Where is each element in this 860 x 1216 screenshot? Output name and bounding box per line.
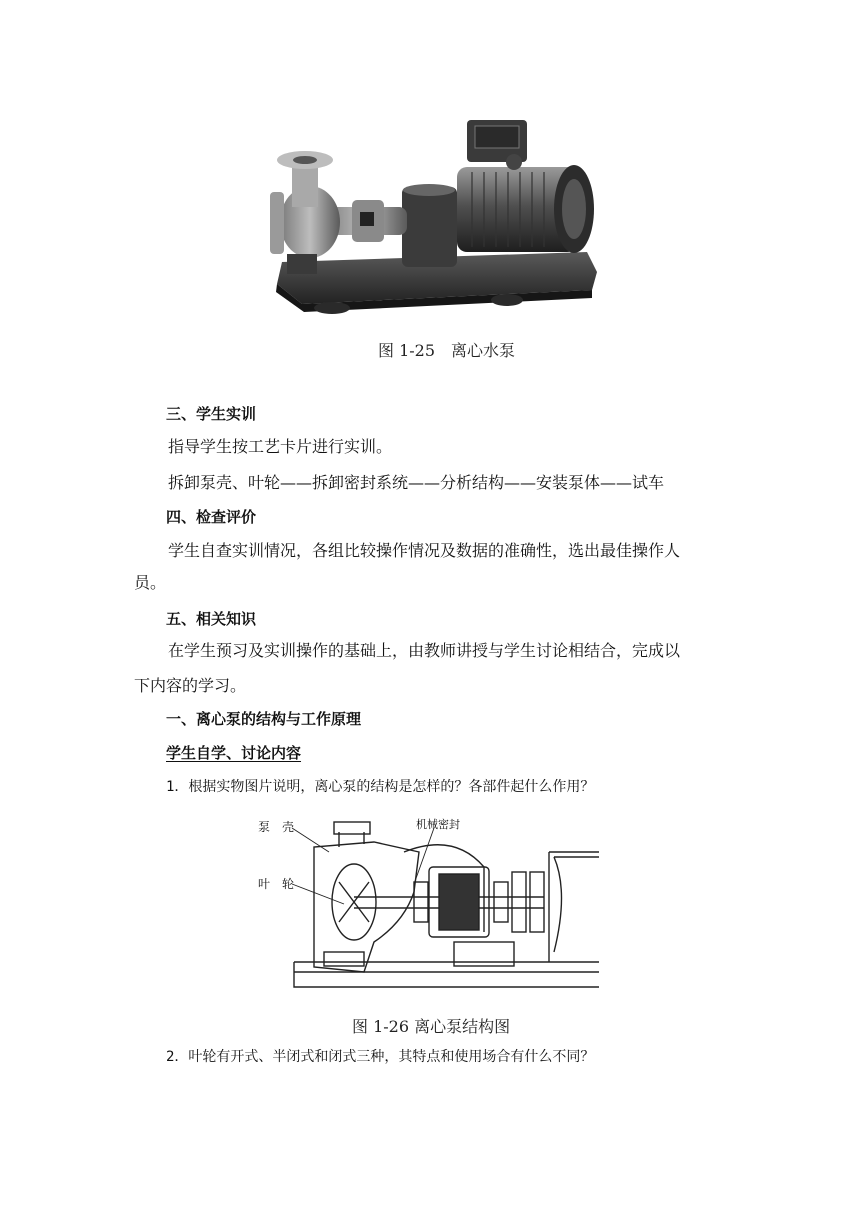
label-pump-casing: 泵 壳 [258,820,295,834]
section-3-paragraph-2: 拆卸泵壳、叶轮——拆卸密封系统——分析结构——安装泵体——试车 [168,473,665,492]
section-4-paragraph-line-2: 员。 [134,573,167,592]
section-4-heading: 四、检查评价 [166,508,257,526]
label-mechanical-seal: 机械密封 [416,818,460,831]
section-5-paragraph-line-2: 下内容的学习。 [134,676,247,695]
section-3-heading: 三、学生实训 [166,405,257,423]
centrifugal-pump-photo [262,112,602,324]
figure-1-25-caption: 图 1-25 离心水泵 [378,341,516,360]
section-4-paragraph-line-1: 学生自查实训情况，各组比较操作情况及数据的准确性，选出最佳操作人 [168,541,681,560]
pump-structure-diagram [254,812,600,992]
self-study-label: 学生自学、讨论内容 [166,744,302,762]
subsection-1-heading: 一、离心泵的结构与工作原理 [166,710,362,728]
label-impeller: 叶 轮 [258,877,295,891]
section-5-heading: 五、相关知识 [166,610,257,628]
section-5-paragraph-line-1: 在学生预习及实训操作的基础上，由教师讲授与学生讨论相结合，完成以 [168,641,681,660]
section-3-paragraph-1: 指导学生按工艺卡片进行实训。 [168,437,393,456]
figure-1-26-caption: 图 1-26 离心泵结构图 [352,1017,511,1036]
question-1: 1．根据实物图片说明，离心泵的结构是怎样的？各部件起什么作用？ [166,779,595,795]
question-2: 2．叶轮有开式、半闭式和闭式三种，其特点和使用场合有什么不同？ [166,1049,595,1065]
